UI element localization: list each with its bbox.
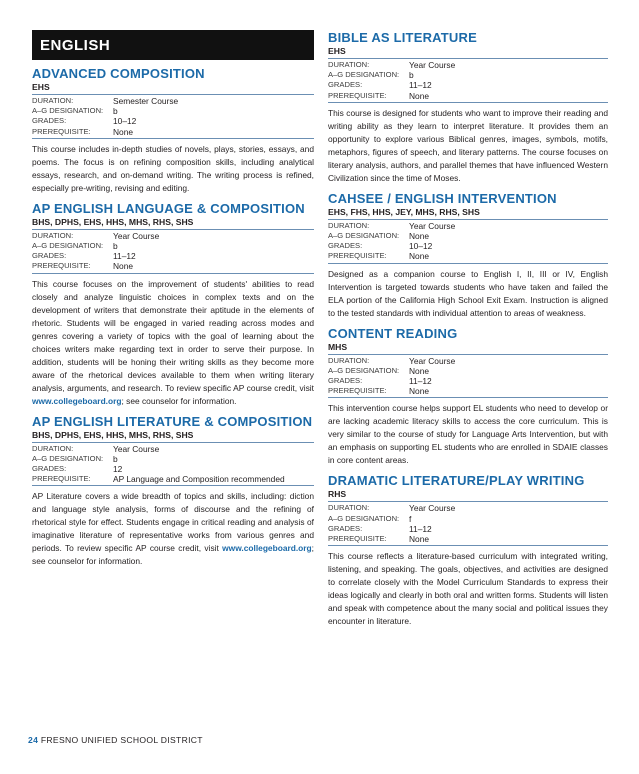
grades-label: GRADES: [328, 241, 363, 251]
course-entry [32, 414, 314, 569]
prerequisite-row [32, 261, 314, 271]
designation-row [328, 70, 608, 80]
prerequisite-value: None [409, 90, 430, 101]
duration-value: Semester Course [113, 96, 179, 106]
designation-label: A–G DESIGNATION: [32, 453, 104, 463]
grades-value: 10–12 [409, 241, 433, 252]
description-tail: ; see counselor for information. [121, 395, 237, 406]
course-title: BIBLE AS LITERATURE [328, 30, 477, 45]
page-footer [28, 735, 203, 745]
duration-label: DURATION: [328, 60, 370, 69]
duration-row [32, 96, 314, 106]
duration-row [32, 444, 314, 454]
prerequisite-label: PREREQUISITE: [32, 261, 91, 271]
duration-row [328, 503, 608, 513]
grades-row [32, 251, 314, 261]
course-meta [328, 219, 608, 264]
grades-value: 11–12 [409, 376, 432, 387]
course-title: CAHSEE / ENGLISH INTERVENTION [328, 190, 557, 206]
prerequisite-row [328, 386, 608, 396]
grades-value: 11–12 [113, 251, 136, 262]
course-description [32, 278, 314, 408]
course-description [328, 107, 608, 185]
course-entry [328, 191, 608, 320]
collegeboard-link[interactable]: www.collegeboard.org [32, 395, 122, 406]
duration-label: DURATION: [328, 355, 370, 365]
district-name: FRESNO UNIFIED SCHOOL DISTRICT [40, 735, 203, 745]
course-meta [328, 354, 608, 399]
prerequisite-value: AP Language and Composition recommended [113, 474, 285, 485]
designation-row [328, 514, 608, 524]
course-title: CONTENT READING [328, 325, 458, 341]
prerequisite-row [328, 91, 608, 101]
collegeboard-link[interactable]: www.collegeboard.org [222, 543, 312, 554]
duration-value: Year Course [409, 60, 456, 70]
duration-label: DURATION: [32, 230, 74, 240]
prerequisite-value: None [409, 534, 430, 545]
designation-label: A–G DESIGNATION: [32, 241, 104, 251]
course-entry [328, 473, 608, 628]
prerequisite-value: None [113, 126, 134, 137]
course-description [328, 268, 608, 320]
prerequisite-row [32, 474, 314, 484]
description-text: This course reflects a literature-based curriculum with integrated writing, listening, and speaking. The goals, objectives, and activities are designed to correlate closely with the Model Curriculum Standards to express their ideas logically and clearly in both oral and written forms. Students will listen and speak with competence about the many social and political issues they encounter in literature. [328, 551, 608, 627]
prerequisite-label: PREREQUISITE: [328, 534, 387, 544]
duration-label: DURATION: [328, 220, 370, 230]
designation-label: A–G DESIGNATION: [32, 106, 104, 116]
description-text: AP Literature covers a wide breadth of topics and skills, including: diction and language style analysis, forms of discourse and the refining of rhetorical style for effect. Students engage in critical reading and analysis of imaginative literature of representative works from various genres and periods. To review specific AP course credit, visit [32, 491, 314, 554]
grades-label: GRADES: [32, 251, 67, 261]
course-description [32, 143, 314, 195]
course-schools: BHS, DPHS, EHS, HHS, MHS, RHS, SHS [32, 216, 194, 227]
left-course-list [32, 66, 314, 568]
description-text: This course includes in-depth studies of novels, plays, stories, essays, and poems. The focus is on refining composition skills, including analytical essays, research, and on-demand writing. The writing process is refined, especially pre-writing, revising and editing. [32, 143, 314, 193]
designation-value: f [409, 513, 412, 524]
grades-label: GRADES: [328, 523, 363, 533]
course-schools: RHS [328, 489, 347, 500]
duration-label: DURATION: [328, 503, 370, 513]
course-description [32, 490, 314, 568]
designation-value: b [113, 106, 118, 117]
course-entry [32, 201, 314, 408]
designation-row [32, 454, 314, 464]
course-entry [328, 326, 608, 468]
page-number: 24 [28, 735, 39, 745]
duration-value: Year Course [113, 230, 160, 241]
course-meta [32, 229, 314, 274]
course-meta [328, 501, 608, 546]
course-title: ADVANCED COMPOSITION [32, 66, 205, 81]
course-entry [32, 66, 314, 195]
right-course-list [328, 30, 608, 628]
prerequisite-value: None [113, 261, 134, 272]
duration-value: Year Course [113, 443, 160, 454]
course-meta [32, 442, 314, 487]
prerequisite-label: PREREQUISITE: [328, 386, 387, 396]
grades-value: 10–12 [113, 116, 137, 127]
right-column [328, 30, 608, 634]
designation-label: A–G DESIGNATION: [328, 513, 400, 523]
duration-label: DURATION: [32, 443, 74, 453]
course-description [328, 550, 608, 628]
designation-label: A–G DESIGNATION: [328, 365, 400, 375]
prerequisite-label: PREREQUISITE: [32, 474, 91, 484]
left-column [32, 30, 314, 574]
prerequisite-label: PREREQUISITE: [328, 251, 387, 261]
course-schools: MHS [328, 341, 348, 352]
course-title: AP ENGLISH LITERATURE & COMPOSITION [32, 413, 313, 429]
duration-row [328, 356, 608, 366]
course-meta [32, 94, 314, 139]
grades-row [32, 464, 314, 474]
course-title: DRAMATIC LITERATURE/PLAY WRITING [328, 473, 585, 489]
designation-value: None [409, 365, 430, 376]
duration-row [32, 231, 314, 241]
course-schools: EHS, FHS, HHS, JEY, MHS, RHS, SHS [328, 206, 480, 217]
course-entry [328, 30, 608, 185]
grades-value: 12 [113, 464, 123, 475]
designation-row [32, 241, 314, 251]
grades-value: 11–12 [409, 80, 432, 91]
prerequisite-row [328, 534, 608, 544]
course-schools: BHS, DPHS, EHS, HHS, MHS, RHS, SHS [32, 429, 194, 440]
designation-label: A–G DESIGNATION: [328, 70, 400, 80]
prerequisite-row [32, 127, 314, 137]
description-text: This intervention course helps support EL students who need to develop or are lacking academic literacy skills to access the core curriculum. This is very similar to the course of study for Language Arts Intervention, but with an emphasis on supporting EL students who are enrolled in SDAIE classes in core content areas. [328, 403, 608, 466]
designation-value: b [113, 453, 118, 464]
designation-row [32, 106, 314, 116]
grades-value: 11–12 [409, 523, 432, 534]
duration-value: Year Course [409, 220, 456, 231]
description-text: This course is designed for students who want to improve their reading and writing ability as they learn to interpret literature. It provides them an opportunity to explore various Biblical genres, images, symbols, motifs, metaphors, figures of speech, and literary patterns. The course focuses on literary analysis, authors, and parallel themes that have influenced Western Civilization since the time of Moses. [328, 107, 608, 183]
course-meta [328, 58, 608, 103]
grades-label: GRADES: [328, 80, 363, 90]
designation-value: None [409, 231, 430, 242]
course-description [328, 402, 608, 467]
designation-row [328, 231, 608, 241]
grades-label: GRADES: [328, 376, 363, 386]
prerequisite-label: PREREQUISITE: [32, 126, 91, 136]
prerequisite-value: None [409, 251, 430, 262]
course-schools: EHS [32, 82, 50, 92]
section-banner: ENGLISH [32, 30, 314, 60]
designation-label: A–G DESIGNATION: [328, 231, 400, 241]
grades-label: GRADES: [32, 464, 67, 474]
description-tail: ; see counselor for information. [32, 543, 314, 567]
duration-value: Year Course [409, 355, 456, 366]
prerequisite-label: PREREQUISITE: [328, 90, 387, 100]
duration-label: DURATION: [32, 96, 74, 105]
grades-row [32, 116, 314, 126]
duration-row [328, 60, 608, 70]
designation-value: b [409, 70, 414, 81]
course-schools: EHS [328, 46, 346, 56]
designation-value: b [113, 241, 118, 252]
designation-row [328, 366, 608, 376]
grades-row [328, 80, 608, 90]
description-text: Designed as a companion course to English I, II, III or IV, English Intervention is targeted towards students who have taken and failed the ELA portion of the California High School Exit Exam. Instruction is aligned to the tested standards with individual attention to areas of weakness. [328, 268, 608, 318]
course-title: AP ENGLISH LANGUAGE & COMPOSITION [32, 200, 305, 216]
description-text: This course focuses on the improvement of students' abilities to read closely and analyze linguistic choices in complex texts and on the development of writers that demonstrate their aptitude in the elements of rhetoric. Students will be engaged in varied reading across modes and genres covering a variety of topics with the goal of learning about the choices writers make regarding text in order to serve their purpose. In addition, students will be honing their writing skills as they become more aware of the rhetorical devices available to them when writing literary analysis, arguments, and research. To review specific AP course credit, visit [32, 278, 314, 393]
duration-row [328, 221, 608, 231]
prerequisite-value: None [409, 386, 430, 397]
grades-label: GRADES: [32, 116, 67, 126]
grades-row [328, 524, 608, 534]
grades-row [328, 241, 608, 251]
prerequisite-row [328, 251, 608, 261]
duration-value: Year Course [409, 503, 456, 514]
grades-row [328, 376, 608, 386]
